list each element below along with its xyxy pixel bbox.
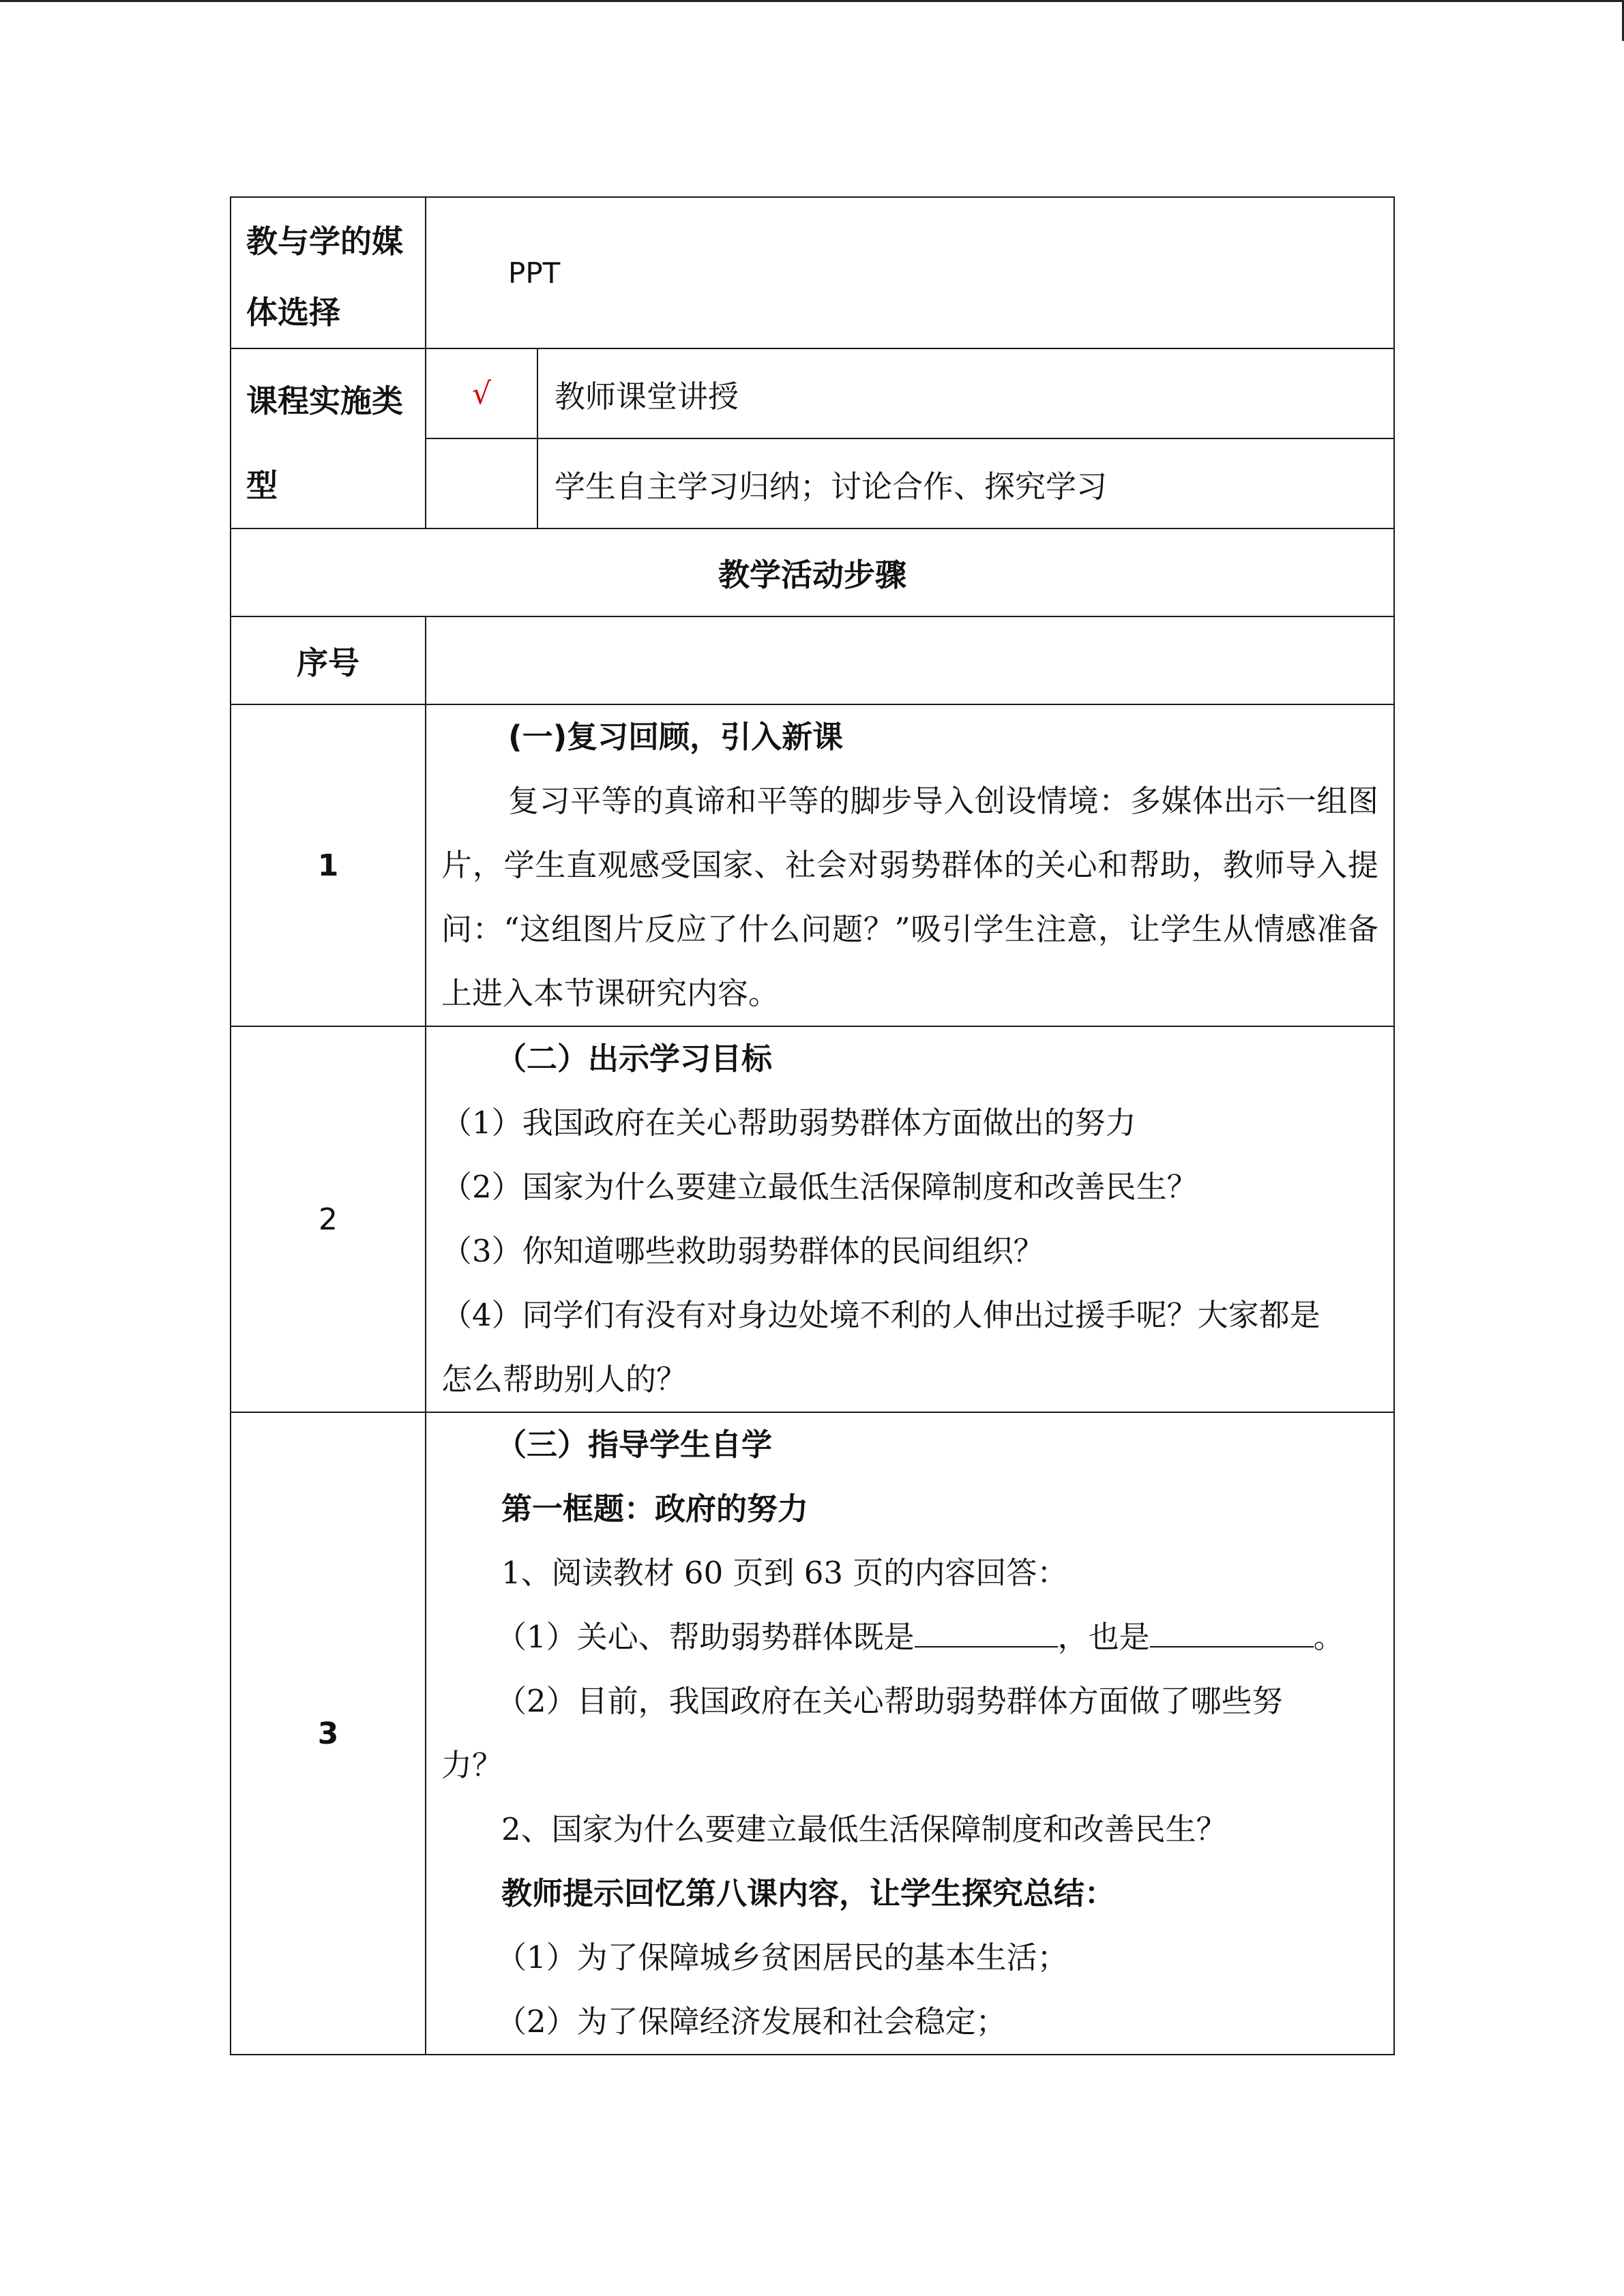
media-row [231,197,1394,348]
media-value-cell [426,197,1394,348]
implementation-option-2: 学生自主学习归纳；讨论合作、探究学习 [537,438,1394,528]
fill-in-blank[interactable] [915,1623,1058,1648]
step-number: 2 [231,1026,426,1412]
step-row-1 [231,704,1394,1026]
teacher-hint: 教师提示回忆第八课内容，让学生探究总结： [501,1875,1116,1911]
step-heading: (一)复习回顾，引入新课 [508,719,844,755]
media-label: 教与学的媒体选择 [246,223,403,331]
step-content-3 [426,1412,1394,2055]
step-content-2 [426,1026,1394,1412]
answer-item: （1）为了保障城乡贫困居民的基本生活； [496,1939,1068,1976]
fill-in-blank[interactable] [1150,1623,1314,1648]
step-heading: （三）指导学生自学 [496,1427,773,1463]
question-1a-text: （1）关心、帮助弱势群体既是 [496,1619,915,1655]
objective-item: （4）同学们有没有对身边处境不利的人伸出过援手呢？大家都是 [441,1297,1320,1333]
steps-title: 教学活动步骤 [231,528,1394,616]
step-content-1 [426,704,1394,1026]
implementation-label-cell [231,348,426,528]
step-number: 3 [231,1412,426,2055]
objective-item: （2）国家为什么要建立最低生活保障制度和改善民生？ [441,1169,1198,1205]
objective-item: （3）你知道哪些救助弱势群体的民间组织？ [441,1233,1044,1269]
step-row-2 [231,1026,1394,1412]
question-1: 1、阅读教材 60 页到 63 页的内容回答： [501,1555,1068,1591]
step-number: 1 [231,704,426,1026]
question-1b-line2: 力？ [441,1747,503,1783]
checkmark-cell-empty [426,438,537,528]
lesson-plan-table [230,196,1395,2055]
question-2: 2、国家为什么要建立最低生活保障制度和改善民生？ [501,1811,1227,1847]
step-paragraph: 复习平等的真谛和平等的脚步导入创设情境：多媒体出示一组图片，学生直观感受国家、社会对弱势群体的关心和帮助，教师导入提问：“这组图片反应了什么问题？”吸引学生注意，让学生从情感准备上进入本节课研究内容。 [441,783,1378,1011]
implementation-label: 课程实施类型 [246,383,403,504]
step-subheading: 第一框题：政府的努力 [501,1491,809,1527]
answer-item: （2）为了保障经济发展和社会稳定； [496,2003,1007,2040]
sequence-header-row [231,616,1394,704]
media-label-cell [231,197,426,348]
implementation-option-1: 教师课堂讲授 [537,348,1394,438]
question-1a-end: 。 [1313,1619,1344,1655]
question-1b-line1: （2）目前，我国政府在关心帮助弱势群体方面做了哪些努 [496,1683,1283,1719]
step-row-3 [231,1412,1394,2055]
media-value: PPT [508,256,561,290]
objective-item: （1）我国政府在关心帮助弱势群体方面做出的努力 [441,1105,1136,1141]
page-top-rule [0,0,1624,2]
sequence-header-empty [426,616,1394,704]
objective-item: 怎么帮助别人的？ [441,1361,688,1397]
checkmark-cell [426,348,537,438]
check-icon: √ [471,376,492,411]
question-1a [441,1605,1378,1669]
step-heading: （二）出示学习目标 [496,1041,773,1077]
sequence-label: 序号 [231,616,426,704]
question-1a-mid: ，也是 [1057,1619,1150,1655]
implementation-row-1 [231,348,1394,438]
steps-title-row [231,528,1394,616]
